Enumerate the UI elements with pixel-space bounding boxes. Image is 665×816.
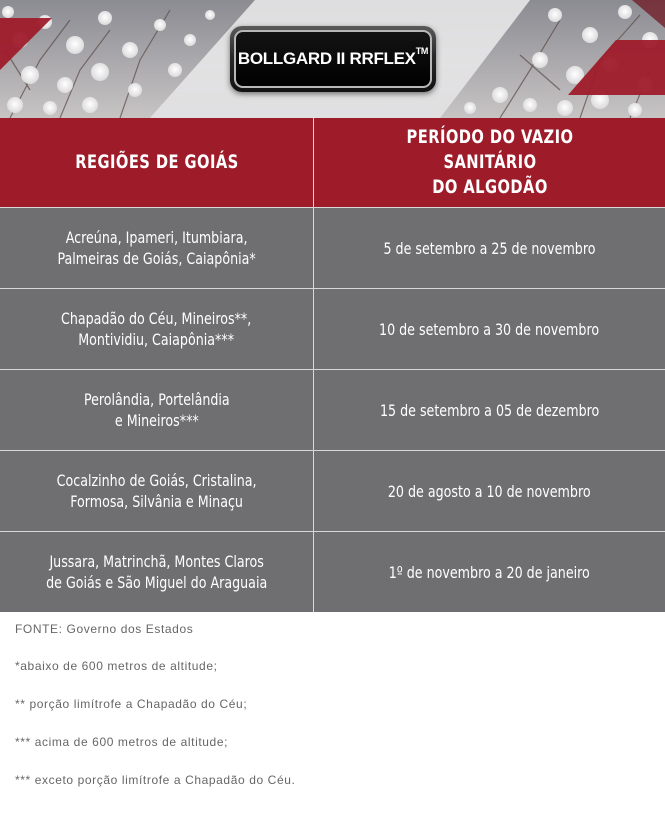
logo-text (237, 46, 429, 69)
header-period (314, 118, 665, 207)
table-row (0, 369, 665, 450)
footnote: *** acima de 600 metros de altitude; (15, 735, 229, 749)
period-text: 10 de setembro a 30 de novembro (379, 319, 600, 339)
sanitary-period-table (0, 118, 665, 612)
regions-cell (0, 451, 314, 531)
logo-name: BOLLGARD II RRFLEX (237, 49, 416, 68)
logo-inner (234, 30, 432, 88)
period-cell (314, 289, 665, 369)
period-text: 5 de setembro a 25 de novembro (383, 238, 596, 258)
table-row (0, 288, 665, 369)
footnote: *abaixo de 600 metros de altitude; (15, 659, 218, 673)
regions-text: Perolândia, Portelândia e Mineiros*** (83, 390, 230, 430)
logo-badge (230, 26, 436, 92)
regions-text: Cocalzinho de Goiás, Cristalina, Formosa, Silvânia e Minaçu (56, 471, 257, 511)
table-row (0, 207, 665, 288)
regions-text: Acreúna, Ipameri, Itumbiara, Palmeiras de Goiás, Caiapônia* (57, 228, 256, 268)
period-text: 15 de setembro a 05 de dezembro (379, 400, 600, 420)
period-text: 20 de agosto a 10 de novembro (388, 481, 591, 501)
period-cell (314, 532, 665, 612)
period-cell (314, 208, 665, 288)
regions-cell (0, 532, 314, 612)
banner (0, 0, 665, 118)
regions-text: Jussara, Matrinchã, Montes Claros de Goiás e São Miguel do Araguaia (45, 552, 268, 592)
regions-cell (0, 208, 314, 288)
regions-cell (0, 370, 314, 450)
table-row (0, 450, 665, 531)
regions-cell (0, 289, 314, 369)
header-regions-text: REGIÕES DE GOIÁS (74, 151, 239, 173)
footnote: *** exceto porção limítrofe a Chapadão do Céu. (15, 773, 296, 787)
trademark-mark: TM (415, 46, 429, 56)
period-cell (314, 451, 665, 531)
table-row (0, 531, 665, 612)
period-cell (314, 370, 665, 450)
header-period-text: PERÍODO DO VAZIO SANITÁRIO DO ALGODÃO (406, 126, 573, 198)
period-text: 1º de novembro a 20 de janeiro (388, 562, 591, 582)
footnote: ** porção limítrofe a Chapadão do Céu; (15, 697, 248, 711)
source-note: FONTE: Governo dos Estados (15, 622, 194, 636)
header-regions (0, 118, 314, 207)
table-header-row (0, 118, 665, 207)
regions-text: Chapadão do Céu, Mineiros**, Montividiu, Caiapônia*** (61, 309, 252, 349)
